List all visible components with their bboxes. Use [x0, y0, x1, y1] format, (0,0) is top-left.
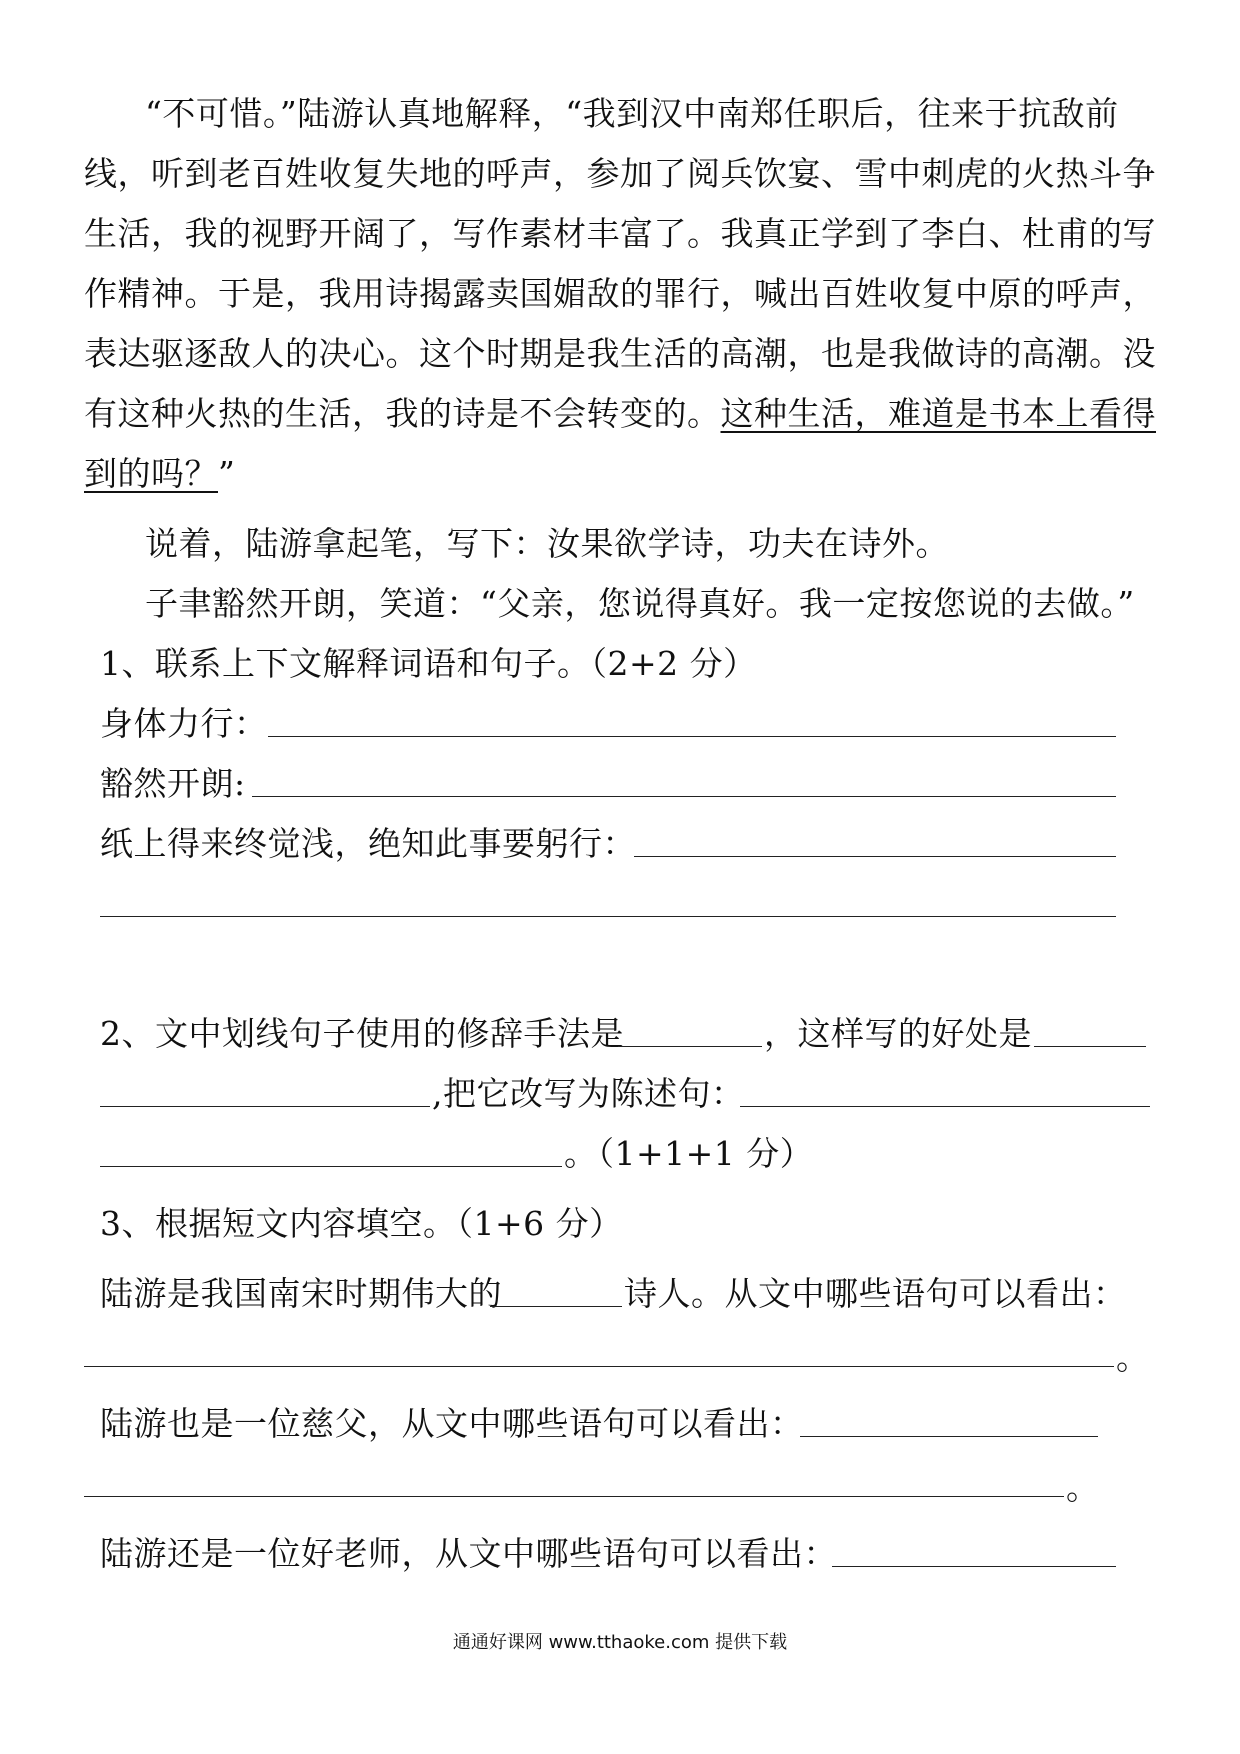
q2-text-3: ,把它改写为陈述句：: [432, 1074, 745, 1113]
q2-declarative-blank-1[interactable]: [740, 1106, 1150, 1107]
q1-item-3-answer-line-1[interactable]: [634, 856, 1116, 857]
q3-sentence-1a: 陆游是我国南宋时期伟大的: [100, 1274, 502, 1313]
q1-item-1-label: 身体力行：: [100, 704, 268, 743]
q3-answer-line-1[interactable]: [84, 1366, 1114, 1367]
q1-item-2-label: 豁然开朗:: [100, 764, 246, 803]
passage-paragraph-3: 子聿豁然开朗，笑道：“父亲，您说得真好。我一定按您说的去做。”: [145, 584, 1135, 623]
passage-line-4: 作精神。于是，我用诗揭露卖国媚敌的罪行，喊出百姓收复中原的呼声，: [84, 274, 1156, 313]
passage-line-7: [84, 452, 235, 496]
q3-sentence-2: 陆游也是一位慈父，从文中哪些语句可以看出：: [100, 1404, 804, 1443]
q2-text-1: 2、文中划线句子使用的修辞手法是: [100, 1014, 624, 1053]
q2-benefit-blank-2[interactable]: [100, 1106, 430, 1107]
q1-item-3-label: 纸上得来终觉浅，绝知此事要躬行：: [100, 824, 636, 863]
question-1-title: 1、联系上下文解释词语和句子。（2+2 分）: [100, 644, 757, 683]
q1-item-1-answer-line[interactable]: [268, 736, 1116, 737]
q2-text-2: ，这样写的好处是: [764, 1014, 1032, 1053]
q2-declarative-blank-2[interactable]: [100, 1166, 562, 1167]
q2-text-4: 。（1+1+1 分）: [564, 1134, 814, 1173]
q3-answer-line-1-end: 。: [1116, 1338, 1150, 1377]
q3-answer-line-2-end: 。: [1066, 1468, 1100, 1507]
underlined-sentence-part-1: 这种生活，难道是书本上看得: [720, 394, 1156, 433]
passage-line-2: 线，听到老百姓收复失地的呼声，参加了阅兵饮宴、雪中刺虎的火热斗争: [84, 154, 1156, 193]
q3-sentence-1b: 诗人。从文中哪些语句可以看出：: [624, 1274, 1127, 1313]
q2-benefit-blank-1[interactable]: [1034, 1046, 1146, 1047]
passage-line-1: “不可惜。”陆游认真地解释，“我到汉中南郑任职后，往来于抗敌前: [145, 94, 1119, 133]
q2-rhetoric-blank[interactable]: [618, 1046, 762, 1047]
underlined-sentence-part-2: 到的吗？: [84, 454, 218, 493]
passage-line-3: 生活，我的视野开阔了，写作素材丰富了。我真正学到了李白、杜甫的写: [84, 214, 1156, 253]
passage-paragraph-2: 说着，陆游拿起笔，写下：汝果欲学诗，功夫在诗外。: [145, 524, 949, 563]
q3-answer-line-2b[interactable]: [84, 1496, 1064, 1497]
q3-answer-line-2a[interactable]: [800, 1436, 1098, 1437]
page-footer: 通通好课网 www.tthaoke.com 提供下载: [452, 1632, 788, 1653]
q3-answer-line-3[interactable]: [832, 1566, 1116, 1567]
passage-line-6-plain: 有这种火热的生活，我的诗是不会转变的。: [84, 394, 721, 433]
passage-line-6: [84, 392, 1156, 436]
q1-item-2-answer-line[interactable]: [252, 796, 1116, 797]
question-3-title: 3、根据短文内容填空。（1+6 分）: [100, 1204, 623, 1243]
q1-item-3-answer-line-2[interactable]: [100, 916, 1116, 917]
q3-sentence-3: 陆游还是一位好老师，从文中哪些语句可以看出：: [100, 1534, 837, 1573]
q3-poet-type-blank[interactable]: [490, 1306, 622, 1307]
closing-quote: ”: [218, 454, 236, 493]
passage-line-5: 表达驱逐敌人的决心。这个时期是我生活的高潮，也是我做诗的高潮。没: [84, 334, 1156, 373]
